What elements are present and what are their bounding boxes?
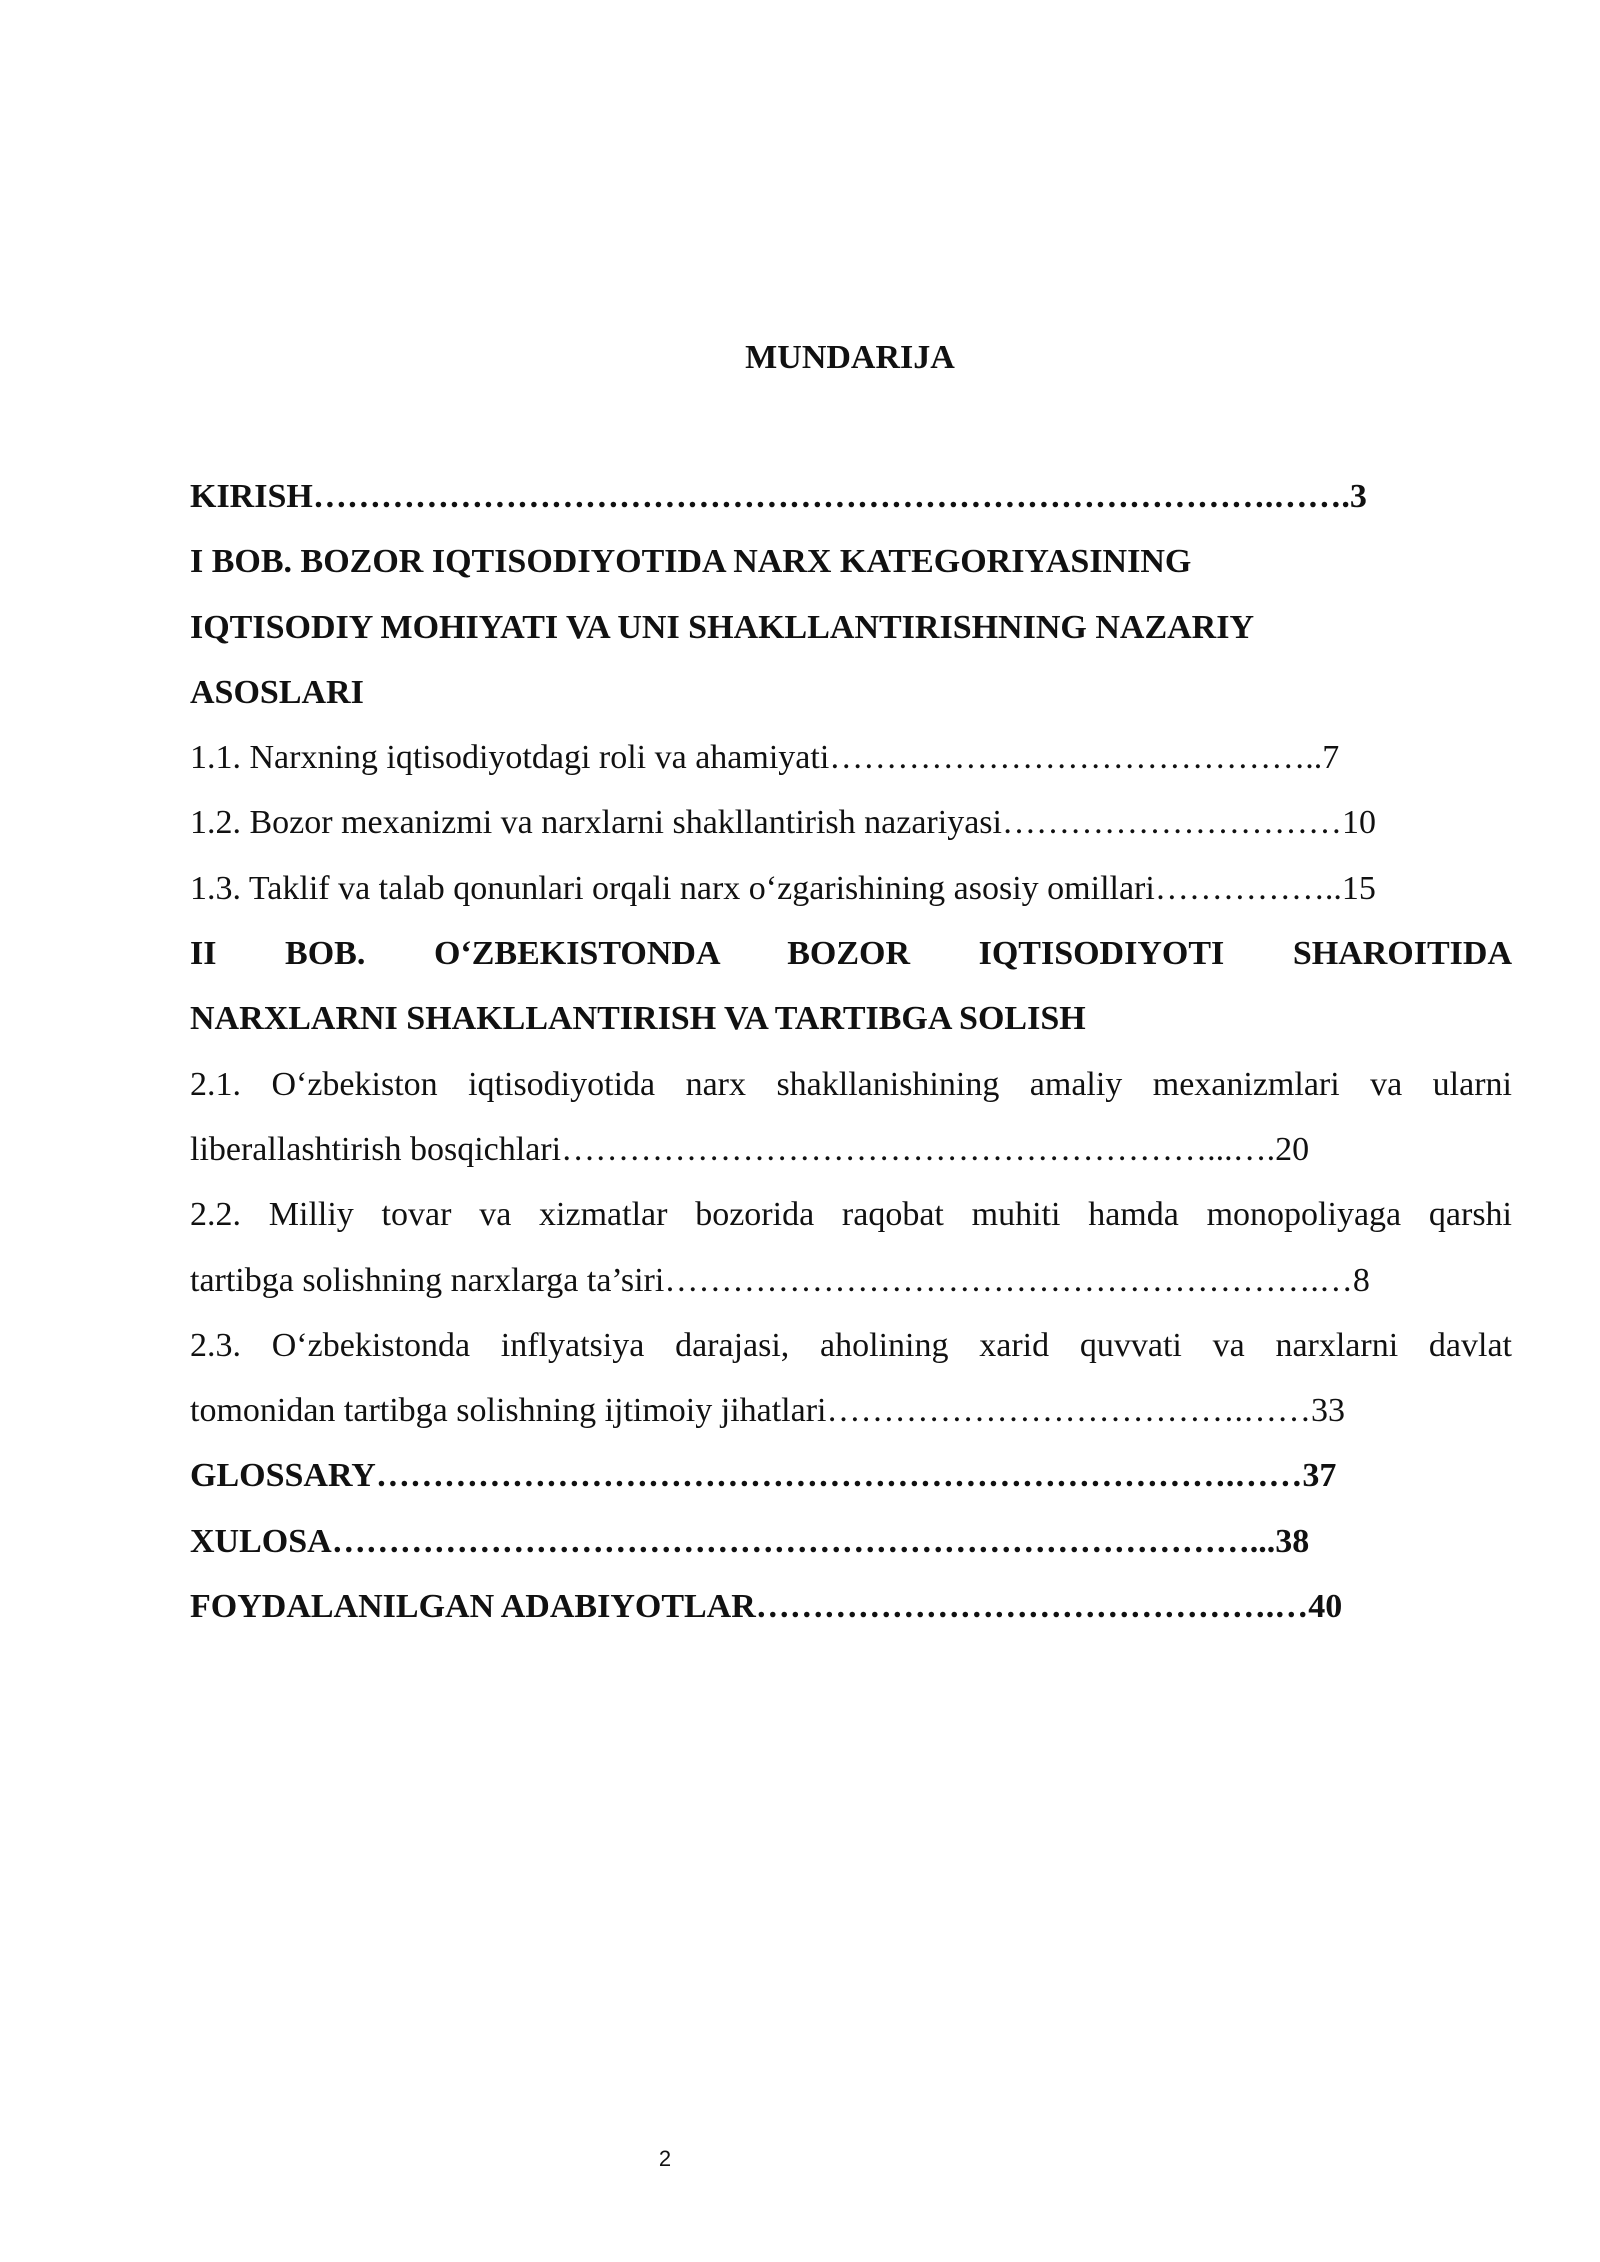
page-number: 2 — [658, 2146, 672, 2171]
toc-entry-2-3-line-1: 2.3. O‘zbekistonda inflyatsiya darajasi, aholining xarid quvvati va narxlarni davlat — [190, 1326, 1512, 1364]
toc-entry-2-2-line-1: 2.2. Milliy tovar va xizmatlar bozorida raqobat muhiti hamda monopoliyaga qarshi — [190, 1196, 1512, 1234]
toc-chapter-1-heading-line-1: I BOB. BOZOR IQTISODIYOTIDA NARX KATEGORIYASINING — [190, 543, 1192, 581]
toc-entry-2-1-line-1: 2.1. O‘zbekiston iqtisodiyotida narx shakllanishining amaliy mexanizmlari va ularni — [190, 1065, 1512, 1103]
toc-entry-1-1: 1.1. Narxning iqtisodiyotdagi roli va ahamiyati……………………………………..7 — [190, 739, 1340, 777]
toc-entry-xulosa: XULOSA………………………………………………………………………...38 — [190, 1522, 1310, 1560]
toc-chapter-2-heading-line-1: II BOB. O‘ZBEKISTONDA BOZOR IQTISODIYOTI SHAROITIDA — [190, 935, 1512, 973]
toc-chapter-1-heading-line-2: IQTISODIY MOHIYATI VA UNI SHAKLLANTIRISHNING NAZARIY — [190, 608, 1255, 646]
toc-entry-1-3: 1.3. Taklif va talab qonunlari orqali narx o‘zgarishining asosiy omillari……………..15 — [190, 869, 1376, 907]
toc-chapter-1-heading-line-3: ASOSLARI — [190, 673, 364, 711]
toc-entry-1-2: 1.2. Bozor mexanizmi va narxlarni shakllantirish nazariyasi…………………………10 — [190, 804, 1376, 842]
toc-entry-references: FOYDALANILGAN ADABIYOTLAR……………………………………….…40 — [190, 1588, 1343, 1626]
toc-entry-2-1-line-2: liberallashtirish bosqichlari…………………………………………………...….20 — [190, 1130, 1310, 1168]
page-title: MUNDARIJA — [745, 339, 955, 376]
toc-entry-glossary: GLOSSARY………………………………………………………………….……37 — [190, 1457, 1337, 1495]
toc-entry-2-3-line-2: tomonidan tartibga solishning ijtimoiy jihatlari……………………………….……33 — [190, 1392, 1345, 1430]
toc-chapter-2-heading-line-2: NARXLARNI SHAKLLANTIRISH VA TARTIBGA SOLISH — [190, 1000, 1086, 1038]
table-of-contents — [190, 464, 1512, 1639]
toc-entry-2-2-line-2: tartibga solishning narxlarga ta’siri………………………………………………….…8 — [190, 1261, 1370, 1299]
toc-entry-kirish: KIRISH………………………………………………………………………….…….3 — [190, 478, 1367, 515]
